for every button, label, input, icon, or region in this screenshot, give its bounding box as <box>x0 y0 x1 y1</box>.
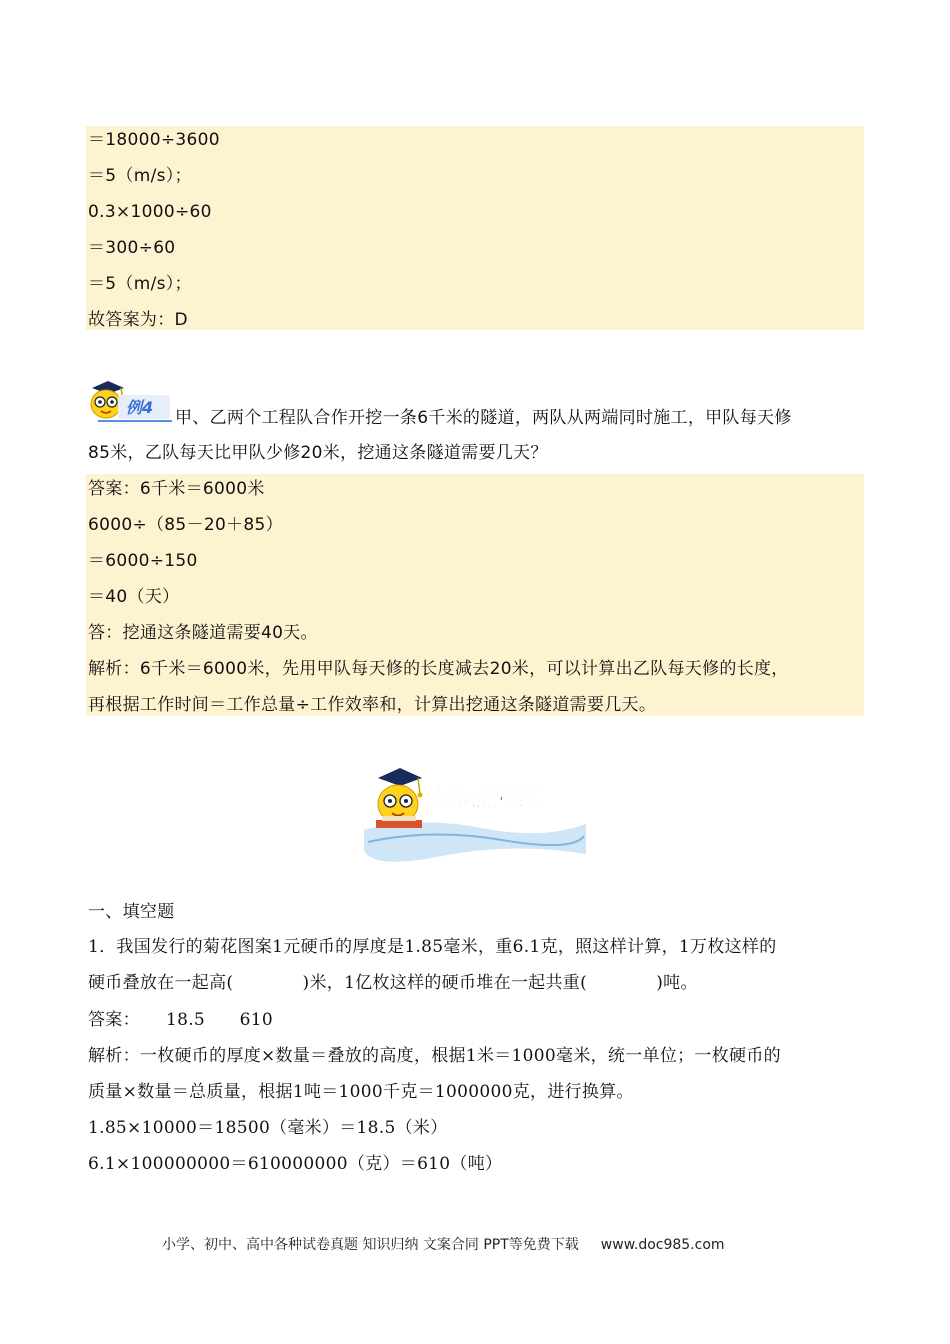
section-heading: 一、填空题 <box>88 902 175 922</box>
example-badge-label: 例4 <box>126 398 154 417</box>
footer-url-link[interactable]: www.doc985.com <box>600 1237 725 1253</box>
prev-solution-line: ＝300÷60 <box>88 238 176 258</box>
question1-line1: 1．我国发行的菊花图案1元硬币的厚度是1.85毫米，重6.1克，照这样计算，1万枚这样的 <box>88 937 777 957</box>
example4-analysis-line: 解析：6千米＝6000米，先用甲队每天修的长度减去20米，可以计算出乙队每天修的长度， <box>88 659 789 679</box>
example4-answer-line: 答案：6千米＝6000米 <box>88 479 265 499</box>
question1-analysis-line1: 解析：一枚硬币的厚度×数量＝叠放的高度，根据1米＝1000毫米，统一单位；一枚硬币的 <box>88 1046 781 1066</box>
prev-solution-line: ＝5（m/s）； <box>88 166 192 186</box>
prev-solution-line: ＝5（m/s）； <box>88 274 192 294</box>
question1-calc-line1: 1.85×10000＝18500（毫米）＝18.5（米） <box>88 1118 448 1138</box>
question1-calc-line2: 6.1×100000000＝610000000（克）＝610（吨） <box>88 1154 503 1174</box>
example4-question-line2: 85米，乙队每天比甲队少修20米，挖通这条隧道需要几天？ <box>88 443 548 463</box>
example4-answer-line: 答：挖通这条隧道需要40天。 <box>88 623 318 643</box>
question1-analysis-line2: 质量×数量＝总质量，根据1吨＝1000千克＝1000000克，进行换算。 <box>88 1082 634 1102</box>
knowledge-practice-banner <box>362 758 588 864</box>
example4-question-line1: 甲、乙两个工程队合作开挖一条6千米的隧道，两队从两端同时施工，甲队每天修 <box>175 408 792 428</box>
example-badge-icon <box>88 378 174 424</box>
banner-label: 知识点精练 <box>434 787 539 811</box>
question1-answer: 答案： 18.5 610 <box>88 1010 273 1030</box>
example4-answer-line: ＝40（天） <box>88 587 180 607</box>
prev-solution-line: 故答案为：D <box>88 310 188 330</box>
question1-line2: 硬币叠放在一起高( )米，1亿枚这样的硬币堆在一起共重( )吨。 <box>88 973 698 993</box>
page-footer <box>162 1235 725 1255</box>
example4-answer-line: 6000÷（85－20＋85） <box>88 515 283 535</box>
prev-solution-highlight <box>86 126 864 330</box>
prev-solution-line: 0.3×1000÷60 <box>88 202 212 222</box>
example4-answer-line: ＝6000÷150 <box>88 551 198 571</box>
example4-analysis-line: 再根据工作时间＝工作总量÷工作效率和，计算出挖通这条隧道需要几天。 <box>88 695 657 715</box>
footer-text: 小学、初中、高中各种试卷真题 知识归纳 文案合同 PPT等免费下载 <box>162 1237 579 1253</box>
prev-solution-line: ＝18000÷3600 <box>88 130 220 150</box>
